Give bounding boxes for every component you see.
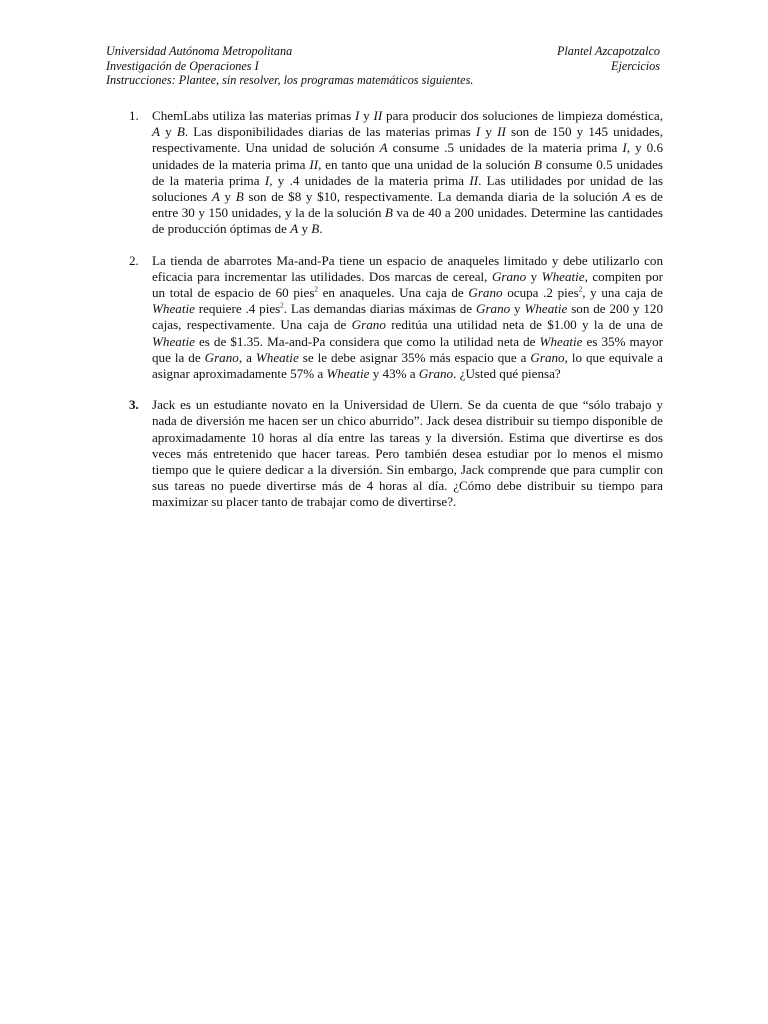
text-run: requiere .4 pies xyxy=(194,301,281,317)
campus-name: Plantel Azcapotzalco xyxy=(556,44,660,58)
text-run: es de $1.35. Ma-and-Pa considera que como la utilidad neta de xyxy=(194,333,540,349)
italic-term: Wheatie xyxy=(152,333,195,349)
problem-3-text xyxy=(152,397,663,510)
text-run: y xyxy=(510,301,525,317)
text-run: , y una caja de xyxy=(582,285,663,301)
italic-term: II xyxy=(497,124,506,140)
italic-term: A xyxy=(152,124,160,140)
problem-list xyxy=(129,108,663,511)
italic-term: B xyxy=(176,124,185,140)
text-run: son de 200 y 120 cajas, respectivamente. Una caja de xyxy=(152,301,664,333)
text-run: consume 0.5 unidades de la materia prima xyxy=(152,156,663,188)
italic-term: I xyxy=(475,124,481,140)
italic-term: Wheatie xyxy=(152,301,195,317)
italic-term: B xyxy=(534,156,543,172)
italic-term: I xyxy=(622,140,627,156)
text-run: , compiten por un total de espacio de 60 pies xyxy=(152,268,664,301)
university-name: Universidad Autónoma Metropolitana xyxy=(106,44,293,58)
problem-1 xyxy=(129,108,663,238)
superscript-text: 2 xyxy=(280,301,284,310)
italic-term: Grano xyxy=(204,349,239,365)
text-run: , y 0.6 unidades de la materia prima xyxy=(152,140,664,172)
instructions-text: Instrucciones: Plantee, sin resolver, los programas matemáticos siguientes. xyxy=(106,73,474,87)
italic-term: II xyxy=(309,156,319,172)
text-run: Jack es un estudiante novato en la Universidad de Ulern. Se da cuenta de que “sólo trabajo y nada de diversión me hacen ser un chico aburrido”. Jack desea distribuir su tiempo disponible de aproximadamente 10 horas al día entre las tareas y la diversión. Estima que divertirse es dos veces más entretenido que hacer tareas. Pero también desea estudiar por lo menos el mismo tiempo que le quiere dedicar a la diversión. Sin embargo, Jack comprende que para cumplir con sus tareas no puede divertirse más de 4 horas al día. ¿Cómo debe distribuir su tiempo para maximizar su placer tanto de trabajar como de divertirse?. xyxy=(152,397,663,510)
text-run: es 35% mayor que la de xyxy=(152,333,663,365)
superscript-text: 2 xyxy=(578,285,583,294)
text-run: y xyxy=(480,124,498,140)
problem-2-number: 2. xyxy=(129,252,139,268)
problem-3 xyxy=(129,397,663,510)
italic-term: Wheatie xyxy=(326,366,370,382)
text-run: , y .4 unidades de la materia prima xyxy=(269,172,470,188)
section-label: Ejercicios xyxy=(611,58,660,73)
text-run: y xyxy=(526,268,542,284)
italic-term: Grano xyxy=(491,268,527,284)
italic-term: A xyxy=(290,221,299,237)
italic-term: Grano xyxy=(351,317,386,333)
text-run: y xyxy=(219,189,236,205)
italic-term: II xyxy=(373,108,383,123)
text-run: son de 150 y 145 unidades, respectivamente. Una unidad de solución xyxy=(152,124,663,156)
text-run: en anaqueles. Una caja de xyxy=(317,285,469,301)
text-run: para producir dos soluciones de limpieza doméstica, xyxy=(382,108,663,123)
text-run: reditúa una utilidad neta de $1.00 y la de una de xyxy=(385,317,663,333)
italic-term: Grano xyxy=(468,285,503,301)
text-run: ocupa .2 pies xyxy=(502,285,579,301)
problem-1-text xyxy=(152,108,663,238)
text-run: . Las demandas diarias máximas de xyxy=(283,301,476,317)
italic-term: I xyxy=(354,108,360,123)
text-run: . ¿Usted qué piensa? xyxy=(453,366,561,382)
text-run: , lo que equivale a asignar aproximadamente 57% a xyxy=(152,349,663,382)
italic-term: A xyxy=(622,189,631,205)
italic-term: A xyxy=(379,140,388,156)
problem-2 xyxy=(129,253,663,383)
header-row-2 xyxy=(106,59,660,74)
text-run: , en tanto que una unidad de la solución xyxy=(318,156,535,172)
italic-term: B xyxy=(311,221,320,237)
italic-term: II xyxy=(469,172,479,188)
text-run: La tienda de abarrotes Ma-and-Pa tiene un espacio de anaqueles limitado y debe utilizarlo con eficacia para incrementar las utilidades. Dos marcas de cereal, xyxy=(152,252,663,284)
italic-term: A xyxy=(211,189,220,205)
italic-term: B xyxy=(235,189,244,205)
italic-term: Wheatie xyxy=(541,268,585,284)
text-run: , a xyxy=(238,349,256,365)
problem-3-number: 3. xyxy=(129,397,139,413)
header-row-3 xyxy=(106,73,660,88)
document-header xyxy=(106,44,660,88)
header-row-1 xyxy=(106,44,660,59)
italic-term: Wheatie xyxy=(255,349,299,365)
text-run: se le debe asignar 35% más espacio que a xyxy=(298,349,531,365)
text-run: y xyxy=(160,124,177,140)
text-run: . Las disponibilidades diarias de las materias primas xyxy=(184,124,476,140)
italic-term: Wheatie xyxy=(524,301,568,317)
italic-term: Grano xyxy=(530,349,565,365)
text-run: y 43% a xyxy=(369,366,419,382)
italic-term: Wheatie xyxy=(539,333,583,349)
text-run: va de 40 a 200 unidades. Determine las cantidades de producción óptimas de xyxy=(152,205,663,237)
text-run: . xyxy=(319,221,323,237)
text-run: y xyxy=(298,221,312,237)
italic-term: B xyxy=(384,205,393,221)
problem-2-text xyxy=(152,253,663,383)
text-run: consume .5 unidades de la materia prima xyxy=(387,140,623,156)
course-name: Investigación de Operaciones I xyxy=(106,58,259,73)
italic-term: I xyxy=(264,172,270,188)
text-run: y xyxy=(359,108,374,123)
superscript-text: 2 xyxy=(314,285,318,294)
text-run: son de $8 y $10, respectivamente. La demanda diaria de la solución xyxy=(243,189,623,205)
text-run: ChemLabs utiliza las materias primas xyxy=(152,108,355,123)
italic-term: Grano xyxy=(475,301,511,317)
text-run: . Las utilidades por unidad de las soluciones xyxy=(152,172,663,205)
problem-1-number: 1. xyxy=(129,108,139,123)
text-run: es de entre 30 y 150 unidades, y la de la solución xyxy=(152,189,663,221)
italic-term: Grano xyxy=(418,366,454,382)
